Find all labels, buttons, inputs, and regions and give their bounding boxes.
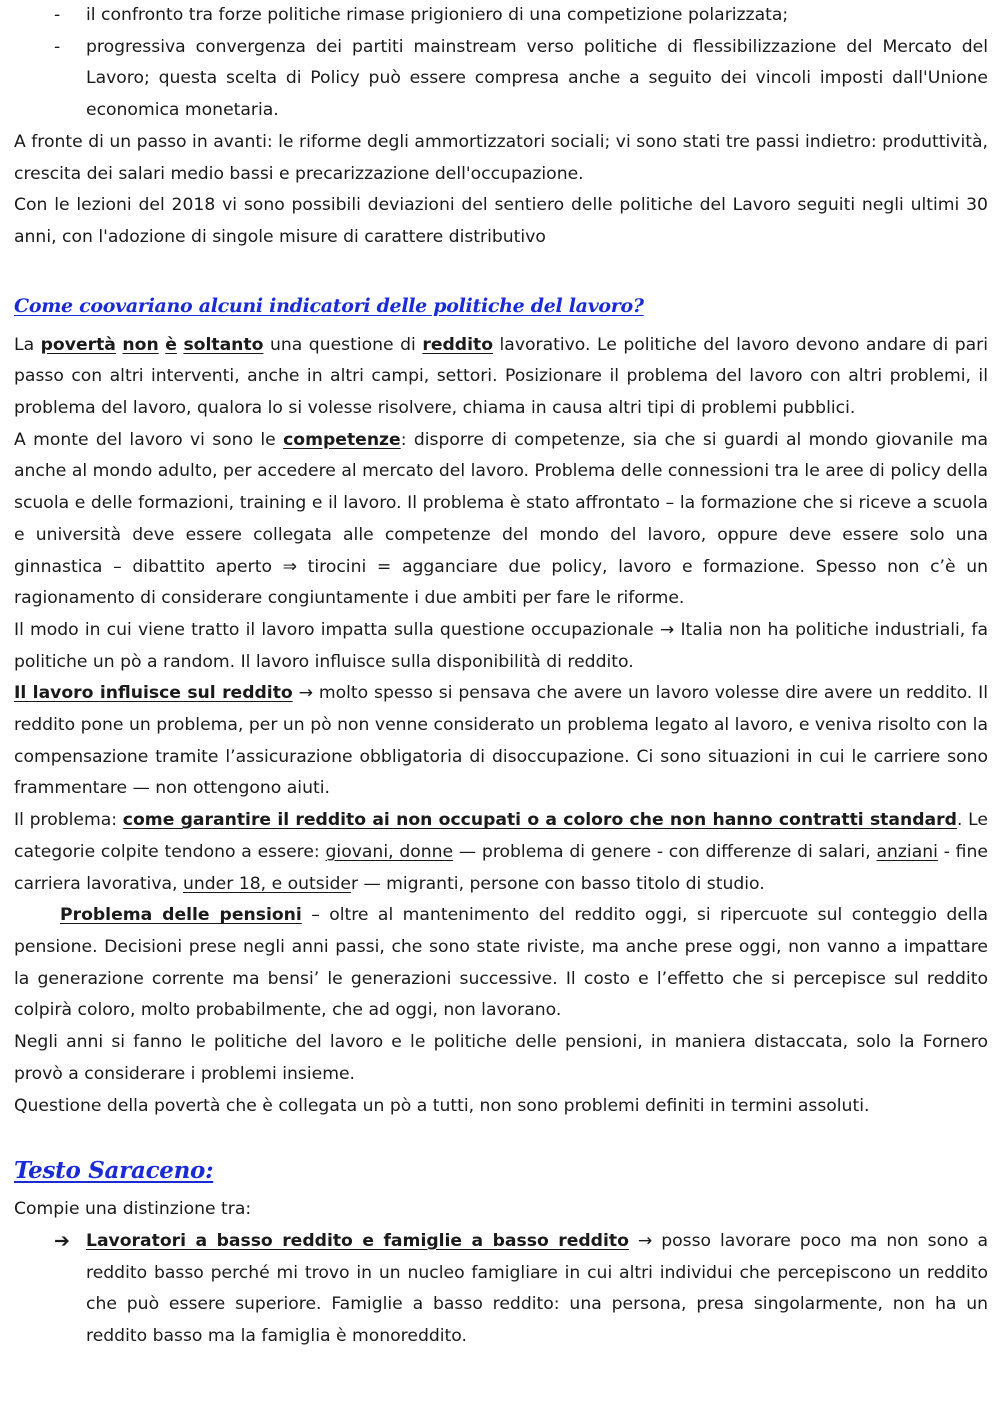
keyword-poverta: povertà [40, 334, 116, 355]
arrow-bullet-list [14, 1226, 988, 1353]
text-span: A monte del lavoro vi sono le [14, 429, 284, 450]
keyword-lavoratori-famiglie: Lavoratori a basso reddito e famiglie a basso reddito [86, 1230, 629, 1251]
paragraph-fornero: Negli anni si fanno le politiche del lavoro e le politiche delle pensioni, in maniera distaccata, solo la Fornero provò a considerare i problemi insieme. [14, 1032, 988, 1084]
paragraph-occupazionale: Il modo in cui viene tratto il lavoro impatta sulla questione occupazionale → Italia non ha politiche industriali, fa politiche un pò a random. Il lavoro influisce sulla disponibilità di reddito. [14, 619, 988, 672]
paragraph-lavoro-reddito [14, 678, 988, 805]
underlined-under18: under 18, e outside [182, 873, 351, 894]
list-item-text: il confronto tra forze politiche rimase prigioniero di una competizione polarizzata; [86, 5, 789, 25]
keyword-competenze: competenze [283, 429, 401, 450]
text-span: → posso lavorare poco ma non sono a reddito basso perché mi trovo in un nucleo famigliare in cui altri individui che percepiscono un reddito che può essere superiore. Famiglie a basso reddito: una persona, presa singolarmente, non ha un reddito basso ma la famiglia è monoreddito. [86, 1230, 988, 1347]
text-span: – oltre al mantenimento del reddito oggi, si ripercuote sul conteggio della pensione. Decisioni prese negli anni passi, che sono state riviste, ma anche prese oggi, non vanno a impattare la generazione corrente ma bensi’ le generazioni successive. Il costo e l’effetto che si percepisce sul reddito colpirà coloro, molto probabilmente, che ad oggi, non lavorano. [14, 905, 988, 1021]
keyword-pensioni: Problema delle pensioni [60, 905, 302, 926]
text-span: una questione di [263, 334, 423, 355]
text-span: — problema di genere - con differenze di salari, [453, 841, 877, 862]
keyword-non: non [122, 334, 159, 355]
text-span: lavorativo. Le politiche del lavoro devono andare di pari passo con altri interventi, anche in altri campi, settori. Posizionare il problema del lavoro con altri problemi, il problema del lavoro, qualora lo si volesse risolvere, chiama in causa altri tipi di problemi pubblici. [14, 334, 989, 419]
text-span: Il problema: [14, 810, 123, 831]
keyword-e: è [165, 334, 177, 355]
underlined-giovani-donne: giovani, donne [325, 841, 454, 862]
text-span: . Le categorie colpite tendono a essere: [14, 810, 988, 862]
paragraph-poverta-assoluti: Questione della povertà che è collegata un pò a tutti, non sono problemi definiti in termini assoluti. [14, 1095, 870, 1116]
dash-marker: - [54, 36, 61, 57]
list-item [14, 1226, 988, 1353]
text-span: → molto spesso si pensava che avere un lavoro volesse dire avere un reddito. Il reddito pone un problema, per un pò non venne considerato un problema legato al lavoro, e veniva risolto con la compensazione tramite l’assicurazione obbligatoria di disoccupazione. Ci sono situazioni in cui le carriere sono frammentare — non ottengono aiuti. [14, 683, 988, 799]
intro-paragraph-2: Con le lezioni del 2018 vi sono possibili deviazioni del sentiero delle politiche del Lavoro seguiti negli ultimi 30 anni, con l'adozione di singole misure di carattere distributivo [14, 195, 988, 247]
paragraph-poverta [14, 330, 988, 425]
paragraph-pensioni [14, 900, 988, 1027]
keyword-lavoro-influisce: Il lavoro influisce sul reddito [14, 683, 293, 704]
underlined-anziani: anziani [876, 841, 938, 862]
paragraph-problema-reddito [14, 805, 988, 900]
list-item [14, 0, 988, 32]
keyword-soltanto: soltanto [183, 334, 264, 355]
text-span: r — migranti, persone con basso titolo di studio. [350, 873, 765, 894]
list-item [14, 32, 988, 127]
text-span: - fine carriera lavorativa, [14, 841, 988, 894]
keyword-garantire-reddito: come garantire il reddito ai non occupati o a coloro che non hanno contratti standard [122, 810, 957, 831]
text-span: La [14, 334, 41, 355]
arrow-right-icon: ➔ [54, 1229, 70, 1252]
keyword-reddito: reddito [422, 334, 494, 355]
paragraph-competenze [14, 425, 988, 615]
list-item-text: progressiva convergenza dei partiti mainstream verso politiche di flessibilizzazione del Mercato del Lavoro; questa scelta di Policy può essere compresa anche a seguito dei vincoli imposti dall'Unione economica monetaria. [86, 36, 988, 121]
text-span: : disporre di competenze, sia che si guardi al mondo giovanile ma anche al mondo adulto, per accedere al mercato del lavoro. Problema delle connessioni tra le aree di policy della scuola e delle formazioni, training e il lavoro. Il problema è stato affrontato – la formazione che si riceve a scuola e università deve essere collegata alle competenze del mondo del lavoro, oppure deve essere solo una ginnastica – dibattito aperto ⇒ tirocini = agganciare due policy, lavoro e formazione. Spesso non c’è un ragionamento di considerare congiuntamente i due ambiti per fare le riforme. [14, 429, 988, 609]
section-heading-indicatori: Come coovariano alcuni indicatori delle politiche del lavoro? [14, 294, 644, 317]
intro-paragraph-1: A fronte di un passo in avanti: le riforme degli ammortizzatori sociali; vi sono stati tre passi indietro: produttività, crescita dei salari medio bassi e precarizzazione dell'occupazione. [14, 131, 988, 184]
paragraph-distinzione: Compie una distinzione tra: [14, 1199, 252, 1220]
dash-marker: - [54, 5, 61, 25]
section-heading-saraceno: Testo Saraceno: [14, 1157, 214, 1185]
intro-bullet-list [14, 0, 988, 127]
